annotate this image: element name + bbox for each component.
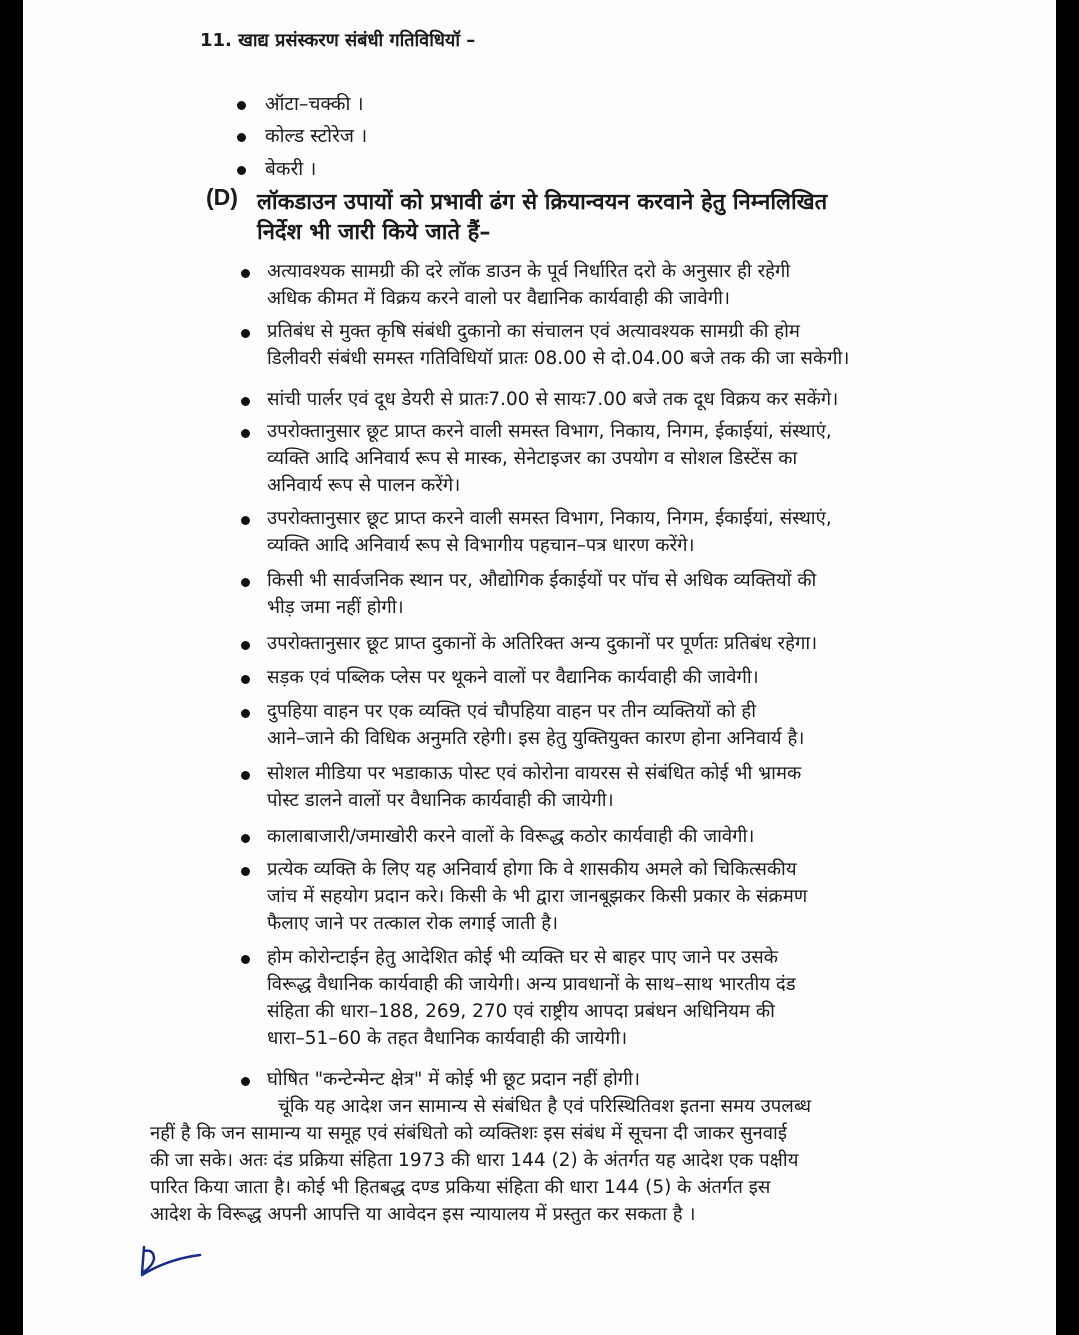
directive-line: अनिवार्य रूप से पालन करेंगे।: [267, 475, 461, 496]
directive-item: [267, 944, 1012, 1052]
bullet-icon: [241, 429, 250, 438]
directive-line: व्यक्ति आदि अनिवार्य रूप से विभागीय पहचान–पत्र धारण करेंगे।: [267, 535, 695, 556]
bullet-icon: [241, 709, 250, 718]
section-d-heading-line1: लॉकडाउन उपायों को प्रभावी ढंग से क्रियान्वयन करवाने हेतु निम्नलिखित: [257, 190, 828, 215]
bullet-icon: [241, 834, 250, 843]
directive-line: कालाबाजारी/जमाखोरी करने वालों के विरूद्ध कठोर कार्यवाही की जावेगी।: [267, 826, 755, 847]
directive-item: [267, 856, 1012, 937]
directive-line: सड़क एवं पब्लिक प्लेस पर थूकने वालों पर वैद्यानिक कार्यवाही की जावेगी।: [267, 667, 759, 688]
bullet-icon: [241, 578, 250, 587]
bullet-icon: [237, 166, 246, 175]
bullet-icon: [241, 955, 250, 964]
directive-item: [267, 567, 1012, 621]
bullet-icon: [241, 675, 250, 684]
directive-line: आने–जाने की विधिक अनुमति रहेगी। इस हेतु युक्तियुक्त कारण होना अनिवार्य है।: [267, 728, 805, 749]
directive-line: अधिक कीमत में विक्रय करने वालो पर वैद्यानिक कार्यवाही की जावेगी।: [267, 288, 730, 309]
section-d-label: (D): [206, 184, 238, 210]
directive-line: होम कोरोन्टाईन हेतु आदेशित कोई भी व्यक्ति घर से बाहर पाए जाने पर उसके: [267, 947, 778, 968]
section-11-item: कोल्ड स्टोरेज ।: [265, 125, 368, 147]
bullet-icon: [241, 329, 250, 338]
bullet-icon: [241, 516, 250, 525]
directive-line: घोषित "कन्टेन्मेन्ट क्षेत्र" में कोई भी छूट प्रदान नहीं होगी।: [267, 1069, 640, 1090]
bullet-icon: [241, 1077, 250, 1086]
directive-item: [267, 318, 1012, 372]
directive-item: [267, 258, 1012, 312]
document-page: [23, 0, 1056, 1335]
directive-item: [267, 823, 1012, 850]
directive-line: उपरोक्तानुसार छूट प्राप्त करने वाली समस्त विभाग, निकाय, निगम, ईकाईयां, संस्थाएं,: [267, 421, 832, 442]
directive-line: उपरोक्तानुसार छूट प्राप्त करने वाली समस्त विभाग, निकाय, निगम, ईकाईयां, संस्थाएं,: [267, 508, 832, 529]
bullet-icon: [241, 867, 250, 876]
closing-line: आदेश के विरूद्ध अपनी आपत्ति या आवेदन इस न्यायालय में प्रस्तुत कर सकता है ।: [150, 1204, 696, 1225]
directive-line: सोशल मीडिया पर भडाकाऊ पोस्ट एवं कोरोना वायरस से संबंधित कोई भी भ्रामक: [267, 763, 802, 784]
directive-line: धारा–51–60 के तहत वैधानिक कार्यवाही की जायेगी।: [267, 1028, 628, 1049]
closing-line: की जा सके। अतः दंड प्रक्रिया संहिता 1973 की धारा 144 (2) के अंतर्गत यह आदेश एक पक्षीय: [150, 1150, 799, 1171]
directive-line: पोस्ट डालने वालों पर वैधानिक कार्यवाही की जायेगी।: [267, 790, 614, 811]
directive-line: दुपहिया वाहन पर एक व्यक्ति एवं चौपहिया वाहन पर तीन व्यक्तियों को ही: [267, 701, 757, 722]
closing-paragraph: [150, 1093, 1010, 1228]
section-d-heading: [206, 184, 238, 211]
bullet-icon: [241, 771, 250, 780]
directive-item: [267, 386, 1012, 413]
closing-line: चूंकि यह आदेश जन सामान्य से संबंधित है एवं परिस्थितिवश इतना समय उपलब्ध: [278, 1096, 812, 1117]
directive-line: फैलाए जाने पर तत्काल रोक लगाई जाती है।: [267, 913, 559, 934]
section-11-item: ऑटा–चक्की ।: [265, 93, 364, 115]
bullet-icon: [241, 641, 250, 650]
directive-item: [267, 760, 1012, 814]
directive-line: डिलीवरी संबंधी समस्त गतिविधियॉ प्रातः 08.00 से दो.04.00 बजे तक की जा सकेगी।: [267, 348, 850, 369]
bullet-icon: [237, 133, 246, 142]
section-11-item: बेकरी ।: [265, 158, 317, 180]
directive-line: अत्यावश्यक सामग्री की दरे लॉक डाउन के पूर्व निर्धारित दरो के अनुसार ही रहेगी: [267, 261, 791, 282]
directive-item: [267, 1066, 1012, 1093]
directive-line: किसी भी सार्वजनिक स्थान पर, औद्योगिक ईकाईयों पर पॉच से अधिक व्यक्तियों की: [267, 570, 817, 591]
directive-item: [267, 664, 1012, 691]
bullet-icon: [241, 397, 250, 406]
directive-line: व्यक्ति आदि अनिवार्य रूप से मास्क, सेनेटाइजर का उपयोग व सोशल डिस्टेंस का: [267, 448, 798, 469]
directive-line: विरूद्ध वैधानिक कार्यवाही की जायेगी। अन्य प्रावधानों के साथ–साथ भारतीय दंड: [267, 974, 796, 995]
bullet-icon: [237, 101, 246, 110]
directive-line: संहिता की धारा–188, 269, 270 एवं राष्ट्रीय आपदा प्रबंधन अधिनियम की: [267, 1001, 775, 1022]
directive-item: [267, 630, 1012, 657]
directive-line: भीड़ जमा नहीं होगी।: [267, 597, 404, 618]
directive-line: प्रतिबंध से मुक्त कृषि संबंधी दुकानो का संचालन एवं अत्यावश्यक सामग्री की होम: [267, 321, 800, 342]
directive-item: [267, 418, 1012, 499]
section-11-heading: 11. खाद्य प्रसंस्करण संबंधी गतिविधियॉ –: [200, 30, 476, 51]
signature-mark: [138, 1245, 208, 1285]
closing-line: नहीं है कि जन सामान्य या समूह एवं संबंधितो को व्यक्तिशः इस संबंध में सूचना दी जाकर सुनवाई: [150, 1123, 787, 1144]
directive-line: प्रत्येक व्यक्ति के लिए यह अनिवार्य होगा कि वे शासकीय अमले को चिकित्सकीय: [267, 859, 797, 880]
directive-item: [267, 505, 1012, 559]
section-d-heading-line2: निर्देश भी जारी किये जाते हैं–: [257, 220, 491, 245]
closing-line: पारित किया जाता है। कोई भी हितबद्ध दण्ड प्रकिया संहिता की धारा 144 (5) के अंतर्गत इस: [150, 1177, 771, 1198]
directive-line: सांची पार्लर एवं दूध डेयरी से प्रातः7.00 से सायः7.00 बजे तक दूध विक्रय कर सकेंगे।: [267, 389, 839, 410]
directive-line: उपरोक्तानुसार छूट प्राप्त दुकानों के अतिरिक्त अन्य दुकानों पर पूर्णतः प्रतिबंध रहेगा।: [267, 633, 818, 654]
directive-item: [267, 698, 1012, 752]
bullet-icon: [241, 269, 250, 278]
directive-line: जांच में सहयोग प्रदान करे। किसी के भी द्वारा जानबूझकर किसी प्रकार के संक्रमण: [267, 886, 808, 907]
